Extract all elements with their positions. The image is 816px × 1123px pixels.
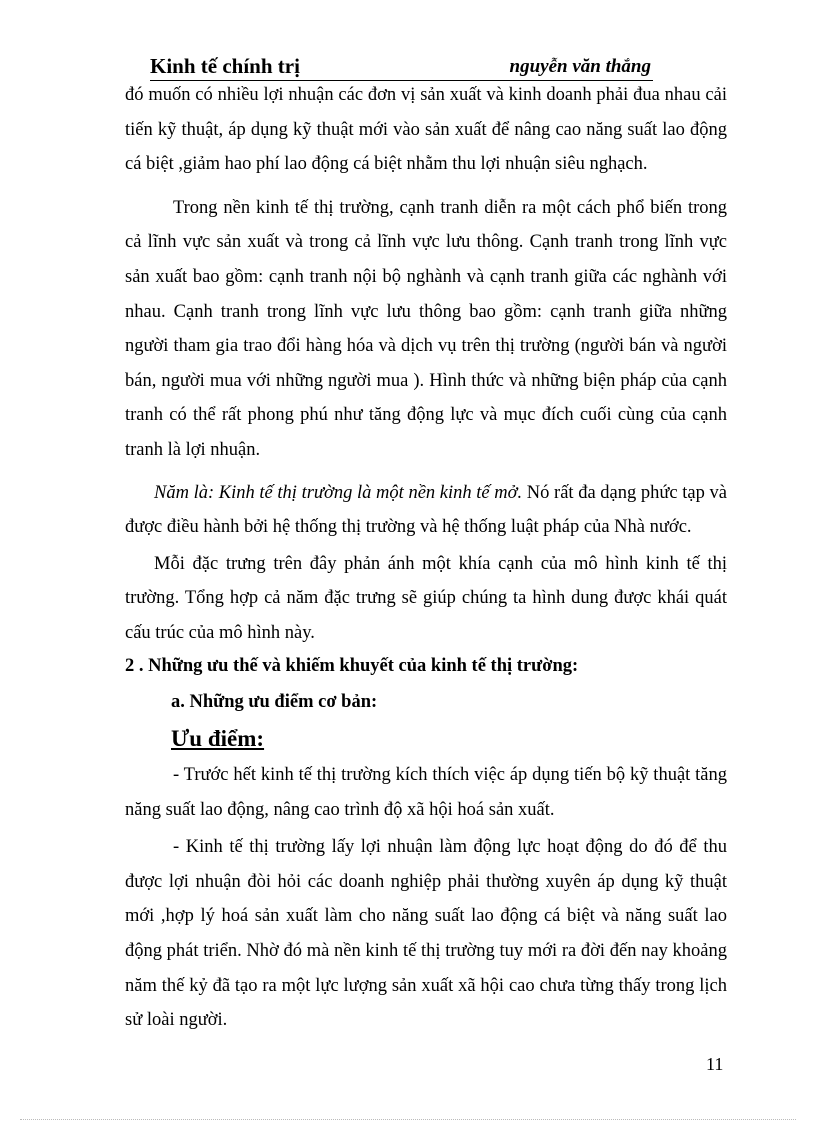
page-number: 11 (706, 1054, 724, 1074)
paragraph-continuation: đó muốn có nhiều lợi nhuận các đơn vị sản xuất và kinh doanh phải đua nhau cải tiến kỹ thuật, áp dụng kỹ thuật mới vào sản xuất để nâng cao năng suất lao động cá biệt ,giảm hao phí lao động cá biệt nhằm thu lợi nhuận siêu nghạch. (125, 85, 727, 175)
paragraph-open-economy-lead: Năm là: Kinh tế thị trường là một nền kinh tế mở. (154, 482, 523, 503)
paragraph-competition: Trong nền kinh tế thị trường, cạnh tranh diễn ra một cách phổ biến trong cả lĩnh vực sản xuất và trong cả lĩnh vực lưu thông. Cạnh tranh trong lĩnh vực sản xuất bao gồm: cạnh tranh nội bộ nghành và cạnh tranh giữa các nghành với nhau. Cạnh tranh trong lĩnh vực lưu thông bao gồm: cạnh tranh giữa những người tham gia trao đổi hàng hóa và dịch vụ trên thị trường (người bán và người bán, người mua với những người mua ). Hình thức và những biện pháp của cạnh tranh có thể rất phong phú như tăng động lực và mục đích cuối cùng của cạnh tranh là lợi nhuận. (125, 197, 727, 460)
advantages-label: Ưu điểm: (171, 726, 265, 751)
page-bottom-divider (20, 1119, 796, 1120)
subsection-heading: a. Những ưu điểm cơ bản: (171, 692, 378, 712)
section-heading: 2 . Những ưu thế và khiếm khuyết của kinh tế thị trường: (125, 656, 579, 676)
paragraph-summary: Mỗi đặc trưng trên đây phản ánh một khía cạnh của mô hình kinh tế thị trường. Tổng hợp cả năm đặc trưng sẽ giúp chúng ta hình dung được khái quát cấu trúc của mô hình này. (125, 553, 727, 643)
paragraph-advantage-2: - Kinh tế thị trường lấy lợi nhuận làm động lực hoạt động do đó để thu được lợi nhuận đòi hỏi các doanh nghiệp phải thường xuyên áp dụng kỹ thuật mới ,hợp lý hoá sản xuất làm cho năng suất lao động cá biệt và năng suất lao động phát triển. Nhờ đó mà nền kinh tế thị trường tuy mới ra đời đến nay khoảng năm thế kỷ đã tạo ra một lực lượng sản xuất xã hội cao chưa từng thấy trong lịch sử loài người. (125, 837, 727, 1031)
header-title: Kinh tế chính trị (150, 54, 300, 78)
page-header (150, 52, 653, 81)
paragraph-open-economy (125, 476, 727, 545)
body-bottom (125, 758, 727, 1038)
header-author: nguyễn văn thắng (509, 56, 651, 77)
body-top (125, 78, 727, 651)
paragraph-open-economy-rest: Nó rất đa dạng phức tạp và được điều hành bởi hệ thống thị trường và hệ thống luật pháp của Nhà nước. (125, 482, 727, 538)
paragraph-advantage-1: - Trước hết kinh tế thị trường kích thích việc áp dụng tiến bộ kỹ thuật tăng năng suất lao động, nâng cao trình độ xã hội hoá sản xuất. (125, 765, 727, 820)
